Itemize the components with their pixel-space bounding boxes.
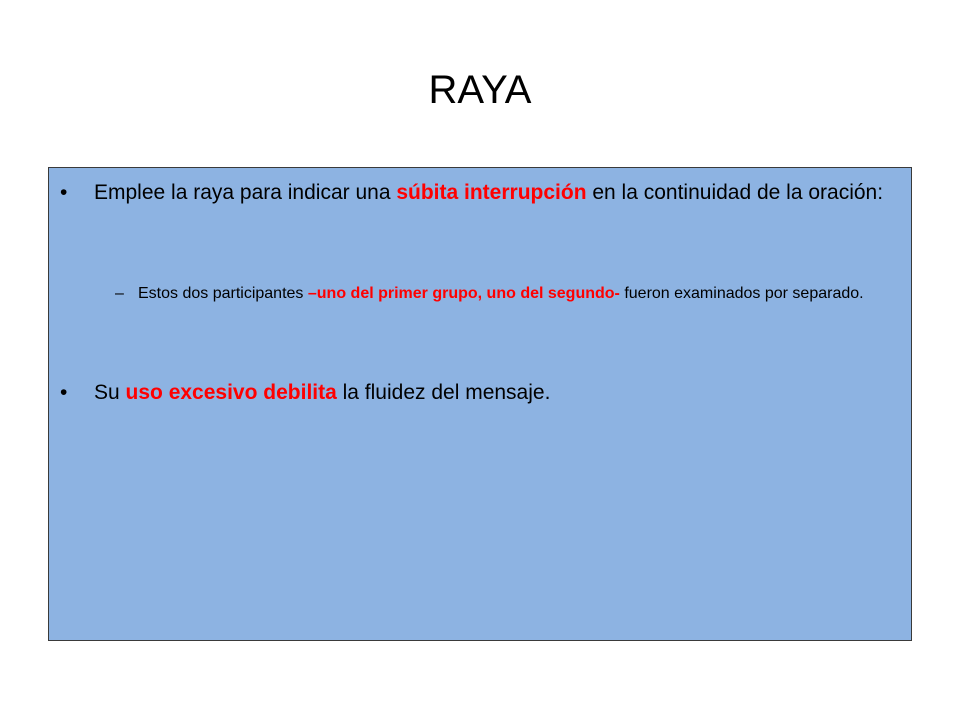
sub-bullet-text-before: Estos dos participantes xyxy=(138,285,308,302)
sub-bullet-marker: – xyxy=(115,285,124,302)
bullet-highlight: uso excesivo debilita xyxy=(125,381,337,404)
sub-bullet-text-after: fueron examinados por separado. xyxy=(619,285,864,302)
bullet-text-before: Su xyxy=(94,381,126,404)
sub-bullet-text xyxy=(138,280,895,307)
bullet-text-after: la fluidez del mensaje. xyxy=(336,381,551,404)
content-box xyxy=(48,167,912,641)
bullet-highlight: súbita interrupción xyxy=(396,181,587,204)
sub-bullet-highlight: –uno del primer grupo, uno del segundo- xyxy=(307,285,620,302)
bullet-marker: • xyxy=(60,381,68,404)
bullet-marker: • xyxy=(60,181,68,204)
bullet-item xyxy=(60,378,900,408)
slide-title: RAYA xyxy=(428,68,532,112)
bullet-text xyxy=(94,378,900,408)
bullet-item xyxy=(60,178,900,208)
sub-bullet-item xyxy=(115,280,895,307)
bullet-text-after: en la continuidad de la oración: xyxy=(586,181,884,204)
bullet-text-before: Emplee la raya para indicar una xyxy=(94,181,397,204)
bullet-text xyxy=(94,178,900,208)
